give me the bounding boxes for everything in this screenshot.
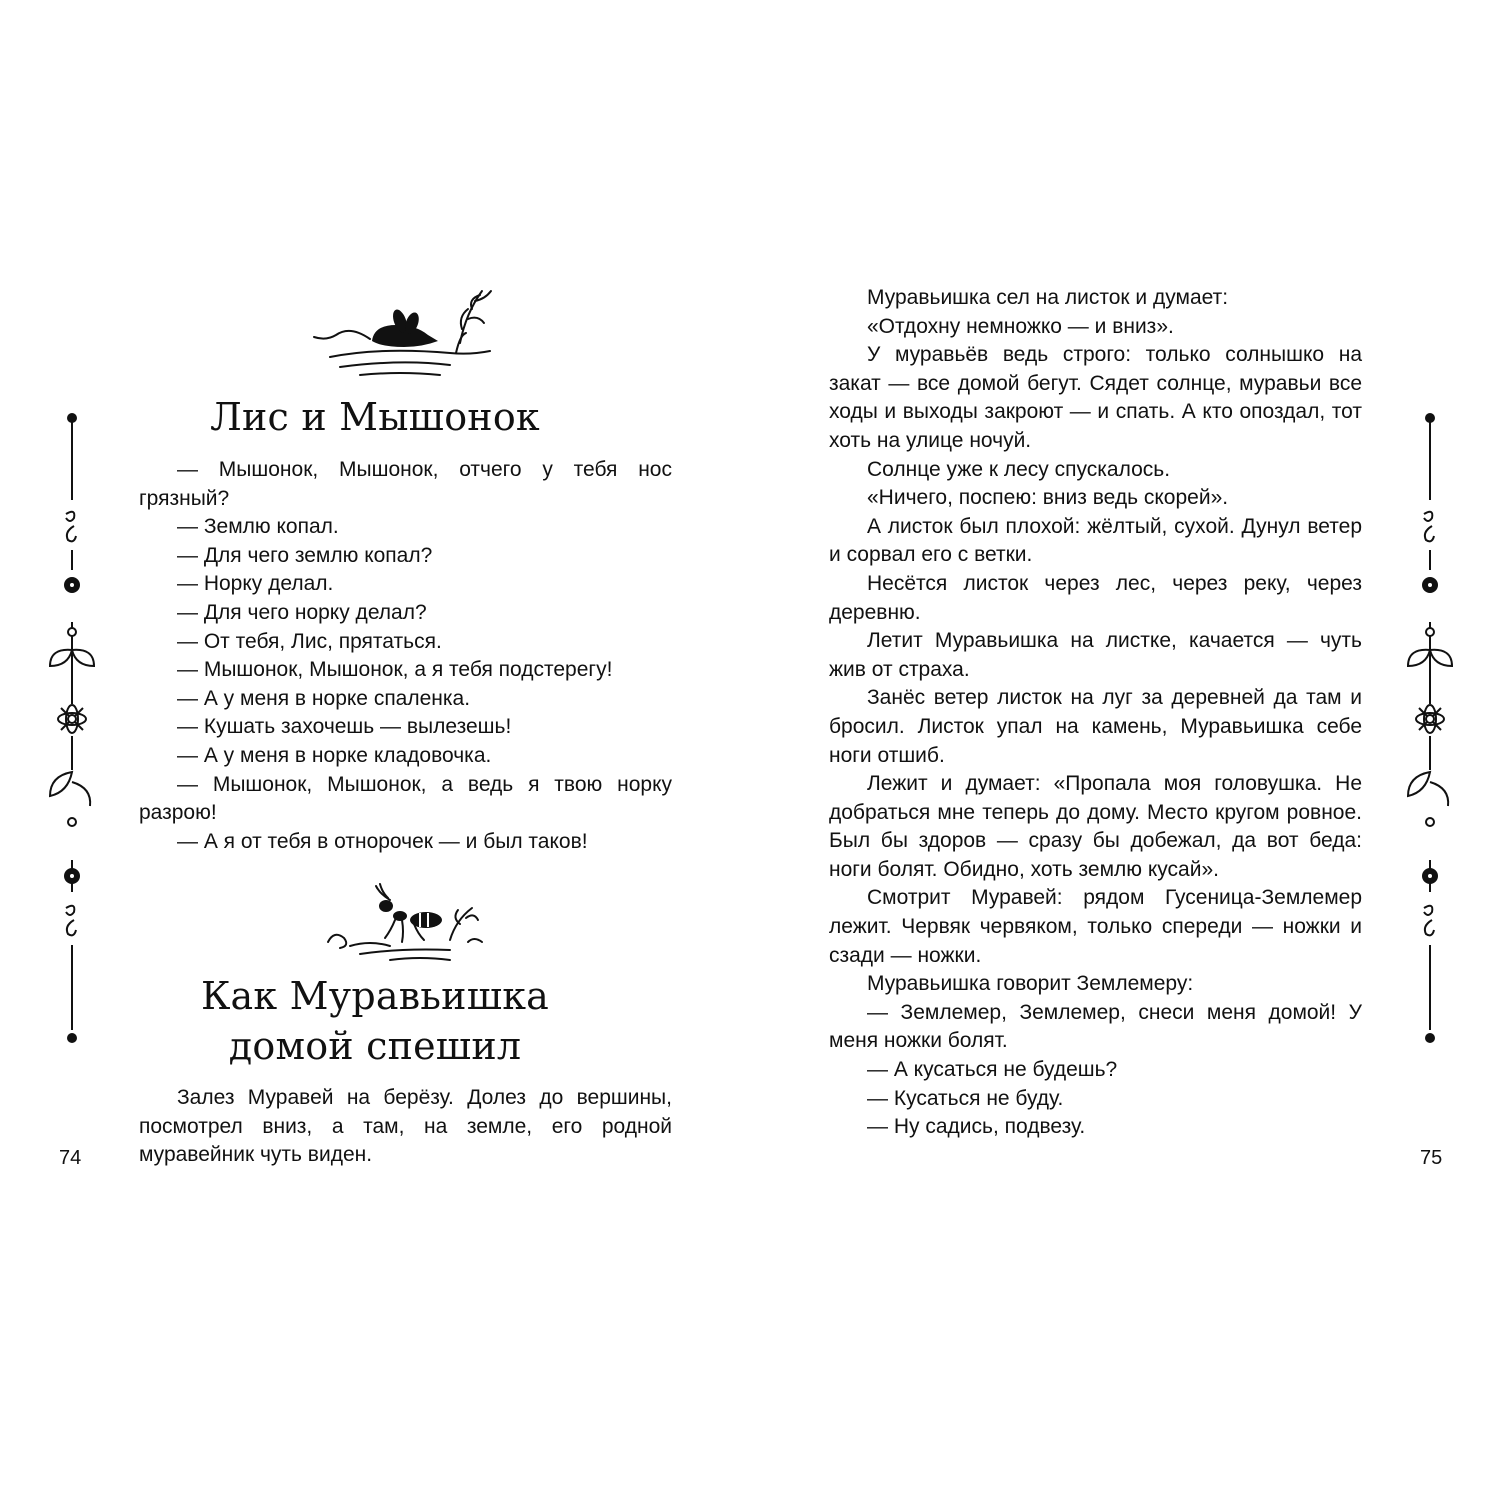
mouse-in-grass-icon (310, 283, 500, 383)
story-title-fox-and-mouse: Лис и Мышонок (210, 395, 540, 439)
right-page (750, 0, 1500, 1500)
story-title-ant-line2: домой спешил (228, 1024, 522, 1068)
paragraph: — Для чего землю копал? (177, 543, 433, 567)
paragraph: — Кушать захочешь — вылезешь! (177, 715, 512, 739)
paragraph: «Ничего, поспею: вниз ведь скорей». (867, 486, 1229, 510)
paragraph: У муравьёв ведь строго: только солнышко на закат — все домой бегут. Сядет солнце, муравьи все ходы и выходы закроют — и спать. А кто опоздал, тот хоть на улице ночуй. (829, 343, 1362, 452)
paragraph: Несётся листок через лес, через реку, через деревню. (829, 571, 1362, 624)
paragraph: Солнце уже к лесу спускалось. (867, 457, 1171, 481)
paragraph: — Мышонок, Мышонок, а ведь я твою норку разрою! (139, 772, 672, 825)
paragraph: — Для чего норку делал? (177, 600, 427, 624)
paragraph: Муравьишка говорит Землемеру: (867, 972, 1194, 996)
paragraph: Залез Муравей на берёзу. Долез до вершины, посмотрел вниз, а там, на земле, его родной муравейник чуть виден. (139, 1086, 672, 1167)
paragraph: — Мышонок, Мышонок, отчего у тебя нос грязный? (139, 458, 672, 510)
floral-vine-border-icon (1398, 410, 1462, 1050)
story2-continued-text (829, 284, 1362, 1142)
story-title-ant-line1: Как Муравьишка (200, 974, 550, 1018)
story1-text (139, 456, 672, 856)
floral-vine-border-icon (40, 410, 104, 1050)
paragraph: — А у меня в норке спаленка. (177, 686, 471, 710)
page-number: 75 (1420, 1147, 1443, 1169)
ant-on-ground-icon (320, 880, 490, 965)
paragraph: Смотрит Муравей: рядом Гусеница-Землемер лежит. Червяк червяком, только спереди — ножки и сзади — ножки. (829, 886, 1362, 967)
paragraph: — А я от тебя в отнорочек — и был таков! (177, 829, 588, 853)
paragraph: — Кусаться не буду. (867, 1086, 1064, 1110)
paragraph: Занёс ветер листок на луг за деревней да там и бросил. Листок упал на камень, Муравьишка себе ноги отшиб. (829, 686, 1362, 767)
paragraph: Муравьишка сел на листок и думает: (867, 286, 1229, 309)
paragraph: А листок был плохой: жёлтый, сухой. Дунул ветер и сорвал его с ветки. (829, 514, 1362, 567)
page-number: 74 (59, 1147, 82, 1169)
paragraph: «Отдохну немножко — и вниз». (867, 314, 1174, 338)
paragraph: — Землю копал. (177, 515, 339, 539)
paragraph: Лежит и думает: «Пропала моя головушка. Не добраться мне теперь до дому. Место кругом ровное. Был бы здоров — сразу бы добежал, да вот беда: ноги болят. Обидно, хоть землю кусай». (829, 772, 1362, 881)
paragraph: Летит Муравьишка на листке, качается — чуть жив от страха. (829, 629, 1362, 681)
paragraph: — Норку делал. (177, 572, 334, 596)
paragraph: — От тебя, Лис, прятаться. (177, 629, 442, 653)
story2-text (139, 1084, 672, 1170)
paragraph: — А кусаться не будешь? (867, 1058, 1118, 1082)
paragraph: — Землемер, Землемер, снеси меня домой! У меня ножки болят. (829, 1000, 1362, 1053)
paragraph: — Мышонок, Мышонок, а я тебя подстерегу! (177, 658, 613, 682)
paragraph: — Ну садись, подвезу. (867, 1115, 1086, 1139)
paragraph: — А у меня в норке кладовочка. (177, 743, 492, 767)
